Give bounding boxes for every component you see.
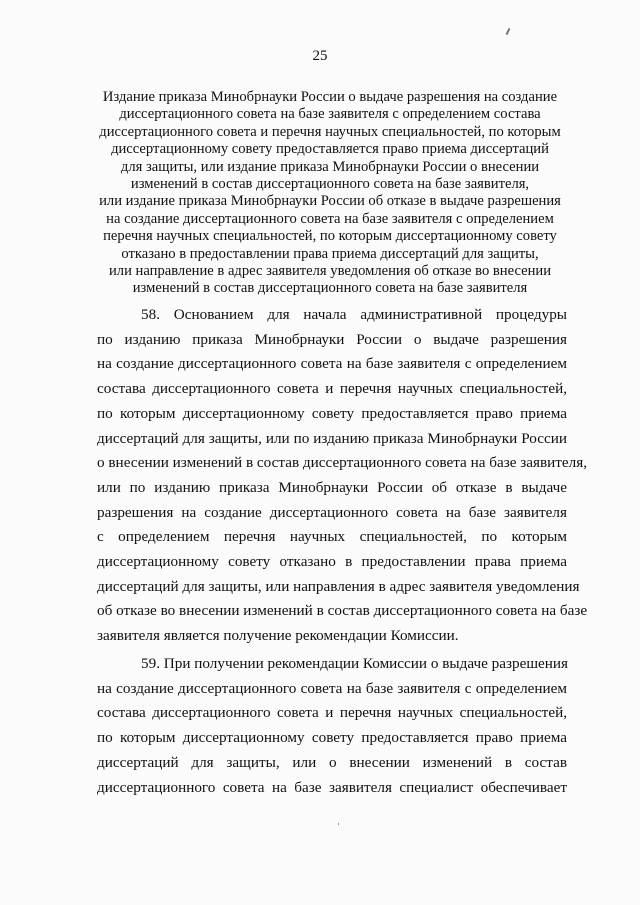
paragraph-line: диссертаций для защиты, или о внесении изменений в состав (97, 753, 567, 771)
paragraph-line: заявителя является получение рекомендации Комиссии. (97, 627, 459, 645)
heading-line: для защиты, или издание приказа Минобрнауки России о внесении (120, 158, 540, 175)
heading-line: диссертационного совета и перечня научных специальностей, по которым (99, 123, 561, 140)
paragraph-line: по которым диссертационному совету предоставляется право приема (97, 729, 567, 747)
paragraph-line: диссертационному совету отказано в предоставлении права приема (97, 553, 567, 571)
scan-artifact-mark (506, 28, 511, 35)
paragraph-line: по изданию приказа Минобрнауки России о выдаче разрешения (97, 330, 567, 348)
heading-line: перечня научных специальностей, по которым диссертационному совету (103, 228, 557, 245)
paragraph-line: состава диссертационного совета и перечня научных специальностей, (97, 704, 567, 722)
heading-line: изменений в состав диссертационного совета на базе заявителя, (130, 176, 530, 193)
paragraph-line: по которым диссертационному совету предоставляется право приема (97, 404, 567, 422)
heading-line: диссертационного совета на базе заявителя с определением состава (119, 106, 541, 123)
scan-artifact-dot (338, 823, 339, 825)
heading-line: на создание диссертационного совета на базе заявителя с определением (106, 210, 554, 227)
heading-line: или направление в адрес заявителя уведомления об отказе во внесении (108, 263, 552, 280)
page-number: 25 (312, 48, 328, 64)
section-heading (96, 89, 564, 298)
paragraph-line: состава диссертационного совета и перечня научных специальностей, (97, 380, 567, 398)
paragraph-line: на создание диссертационного совета на базе заявителя с определением (97, 355, 567, 373)
heading-line: или издание приказа Минобрнауки России об отказе в выдаче разрешения (99, 193, 561, 210)
heading-line: изменений в состав диссертационного совета на базе заявителя (132, 280, 528, 297)
paragraph-line: 59. При получении рекомендации Комиссии о выдаче разрешения (141, 655, 568, 672)
paragraph-line: диссертаций для защиты, или направления в адрес заявителя уведомления (97, 577, 580, 595)
paragraph-line: о внесении изменений в состав диссертационного совета на базе заявителя, (97, 454, 588, 472)
paragraph-line: 58. Основанием для начала административной процедуры (141, 306, 567, 323)
paragraph-line: с определением перечня научных специальностей, по которым (97, 528, 567, 546)
paragraph-line: об отказе во внесении изменений в состав диссертационного совета на базе (97, 602, 588, 620)
heading-line: отказано в предоставлении права приема диссертаций для защиты, (121, 245, 539, 262)
paragraph-58 (97, 303, 588, 649)
paragraph-line: диссертаций для защиты, или по изданию приказа Минобрнауки России (97, 429, 567, 447)
heading-line: Издание приказа Минобрнауки России о выдаче разрешения на создание (102, 89, 558, 105)
paragraph-59 (97, 652, 567, 800)
paragraph-line: на создание диссертационного совета на базе заявителя с определением (97, 679, 567, 697)
paragraph-line: или по изданию приказа Минобрнауки России об отказе в выдаче (97, 478, 567, 496)
heading-line: диссертационному совету предоставляется право приема диссертаций (111, 141, 549, 158)
paragraph-line: разрешения на создание диссертационного совета на базе заявителя (97, 503, 567, 521)
paragraph-line: диссертационного совета на базе заявителя специалист обеспечивает (97, 778, 567, 796)
